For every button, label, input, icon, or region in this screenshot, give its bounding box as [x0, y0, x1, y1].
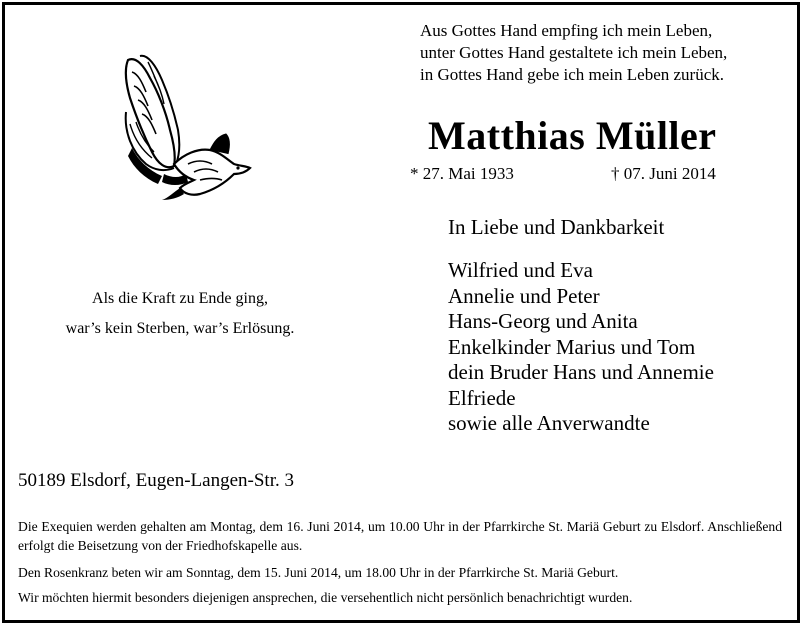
mourner-name: dein Bruder Hans und Annemie — [448, 360, 714, 384]
quote-line: Als die Kraft zu Ende ging, — [92, 290, 268, 307]
mourner-name: Elfriede — [448, 385, 516, 410]
birth-date: * 27. Mai 1933 — [410, 164, 514, 183]
quote-line: war’s kein Sterben, war’s Erlösung. — [65, 320, 295, 337]
deceased-name: Matthias Müller — [428, 113, 717, 158]
praying-hands-dove-icon — [118, 52, 253, 202]
mourner-name: Hans-Georg und Anita — [448, 309, 638, 333]
rosary-notice: Den Rosenkranz beten wir am Sonntag, dem 15. Juni 2014, um 18.00 Uhr in der Pfarrkirche St. Mariä Geburt. — [18, 565, 619, 580]
notification-notice: Wir möchten hiermit besonders diejenigen ansprechen, die versehentlich nicht persönlich benachrichtigt wurden. — [18, 590, 633, 605]
funeral-notice: Die Exequien werden gehalten am Montag, dem 16. Juni 2014, um 10.00 Uhr in der Pfarrkirche St. Mariä Geburt zu Elsdorf. Anschließend erfolgt die Beisetzung von der Friedhofskapelle aus. — [18, 519, 782, 553]
poem — [420, 20, 727, 86]
mourner-name: Wilfried und Eva — [448, 258, 593, 282]
poem-line: in Gottes Hand gebe ich mein Leben zurück. — [420, 65, 725, 84]
dedication: In Liebe und Dankbarkeit — [448, 215, 665, 239]
poem-line: unter Gottes Hand gestaltete ich mein Leben, — [420, 43, 728, 62]
death-date: † 07. Juni 2014 — [611, 164, 716, 183]
mourners-list — [448, 258, 714, 437]
quote — [40, 284, 320, 344]
mourner-name: Annelie und Peter — [448, 283, 600, 308]
mourning-address: 50189 Elsdorf, Eugen-Langen-Str. 3 — [18, 470, 294, 491]
mourner-name: sowie alle Anverwandte — [448, 411, 650, 435]
poem-line: Aus Gottes Hand empfing ich mein Leben, — [420, 21, 713, 40]
mourner-name: Enkelkinder Marius und Tom — [448, 334, 696, 359]
